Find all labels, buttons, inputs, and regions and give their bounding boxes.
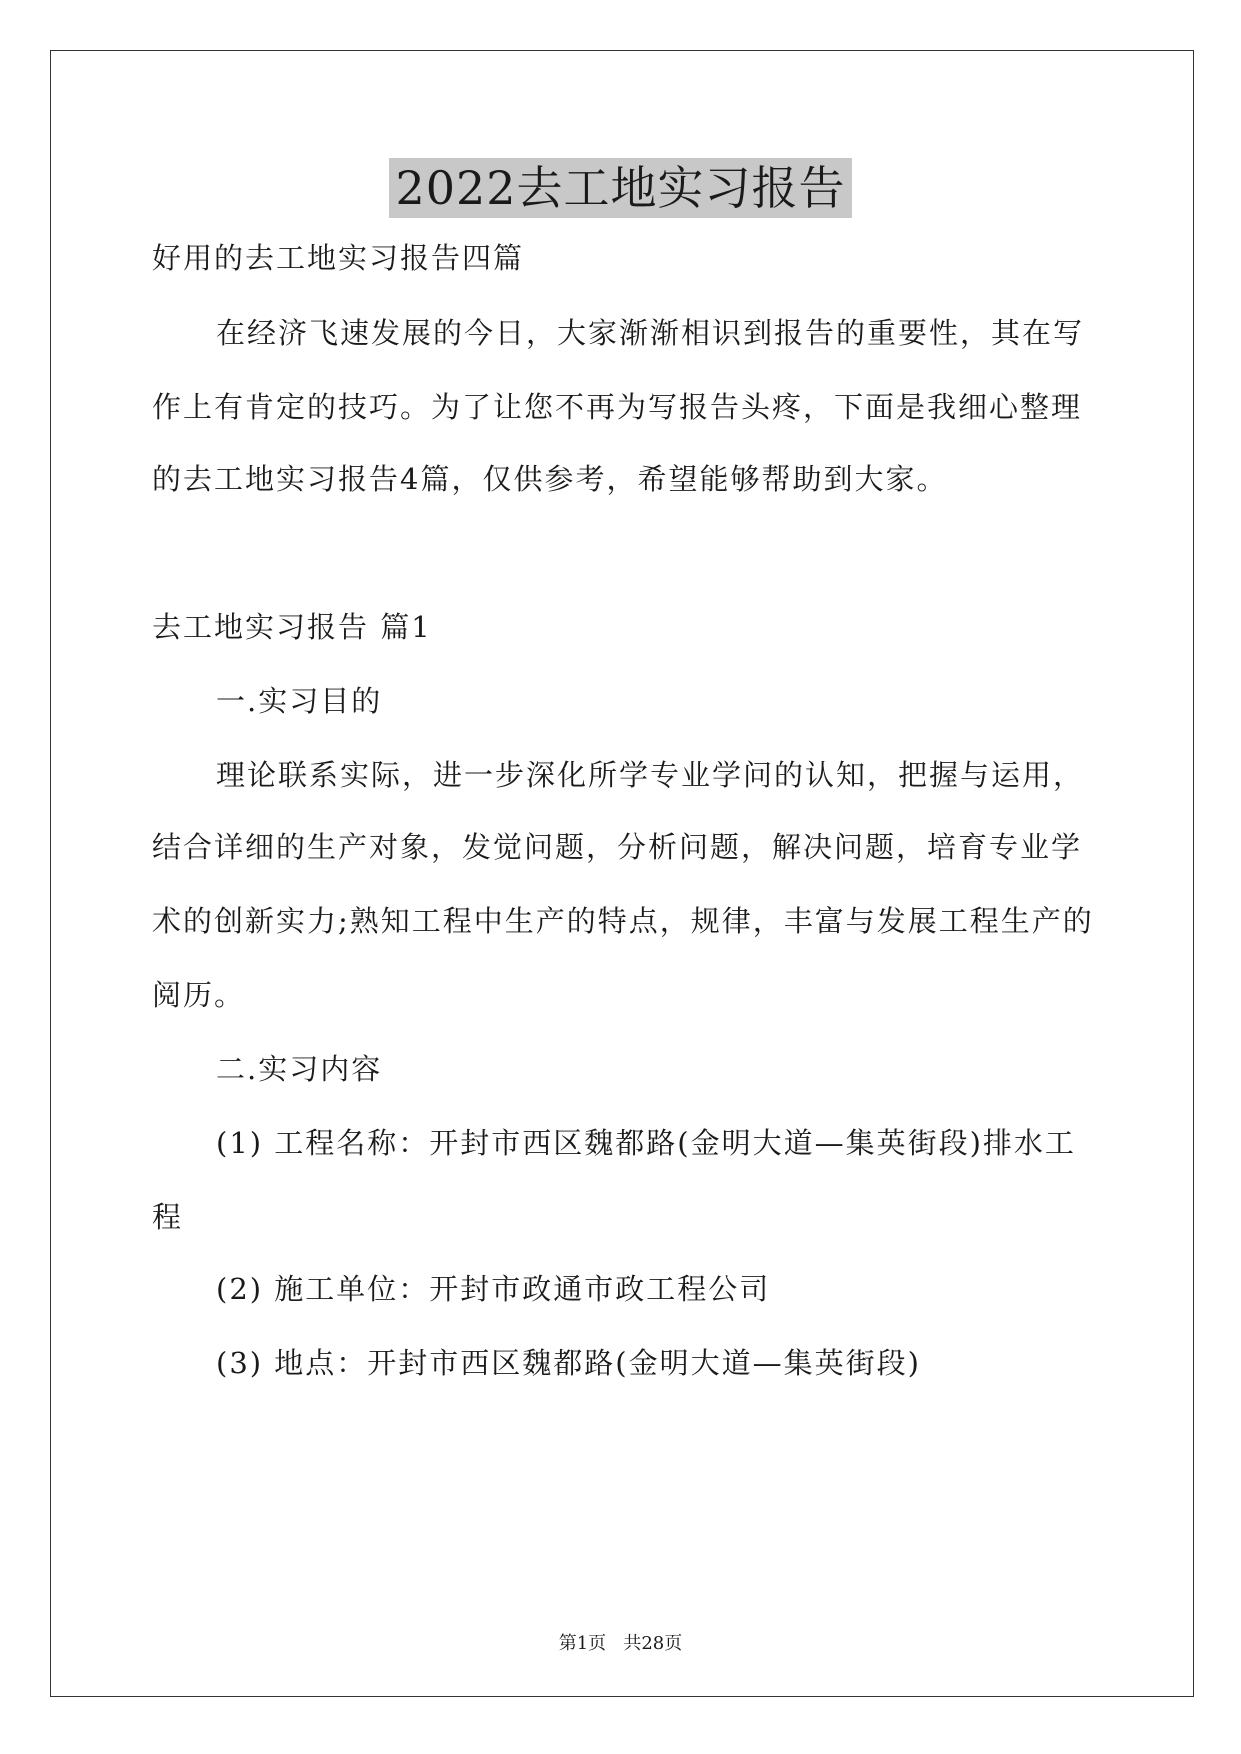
part1-line-3: 术的创新实力;熟知工程中生产的特点，规律，丰富与发展工程生产的 xyxy=(152,904,1094,938)
intro-line-3: 的去工地实习报告4篇，仅供参考，希望能够帮助到大家。 xyxy=(152,462,948,496)
item1-line-2: 程 xyxy=(152,1200,184,1234)
page-number: 第1页 共28页 xyxy=(558,1633,683,1654)
part1-line-2: 结合详细的生产对象，发觉问题，分析问题，解决问题，培育专业学 xyxy=(152,830,1083,864)
part1-line-1: 理论联系实际，进一步深化所学专业学问的认知，把握与运用， xyxy=(216,758,1085,792)
part1-line-4: 阅历。 xyxy=(152,978,246,1012)
part2-heading: 二.实习内容 xyxy=(216,1052,383,1086)
document-subtitle: 好用的去工地实习报告四篇 xyxy=(152,241,525,275)
intro-line-2: 作上有肯定的技巧。为了让您不再为写报告头疼，下面是我细心整理 xyxy=(152,390,1083,424)
item3-line: (3) 地点：开封市西区魏都路(金明大道—集英街段) xyxy=(216,1346,921,1380)
intro-line-1: 在经济飞速发展的今日，大家渐渐相识到报告的重要性，其在写 xyxy=(216,316,1085,350)
page-border xyxy=(50,50,1194,1697)
section-heading: 去工地实习报告 篇1 xyxy=(152,610,432,644)
part1-heading: 一.实习目的 xyxy=(216,684,383,718)
document-title: 2022去工地实习报告 xyxy=(389,158,851,218)
item1-line-1: (1) 工程名称：开封市西区魏都路(金明大道—集英街段)排水工 xyxy=(216,1126,1076,1160)
item2-line: (2) 施工单位：开封市政通市政工程公司 xyxy=(216,1272,771,1306)
title-wrap xyxy=(0,158,1241,218)
